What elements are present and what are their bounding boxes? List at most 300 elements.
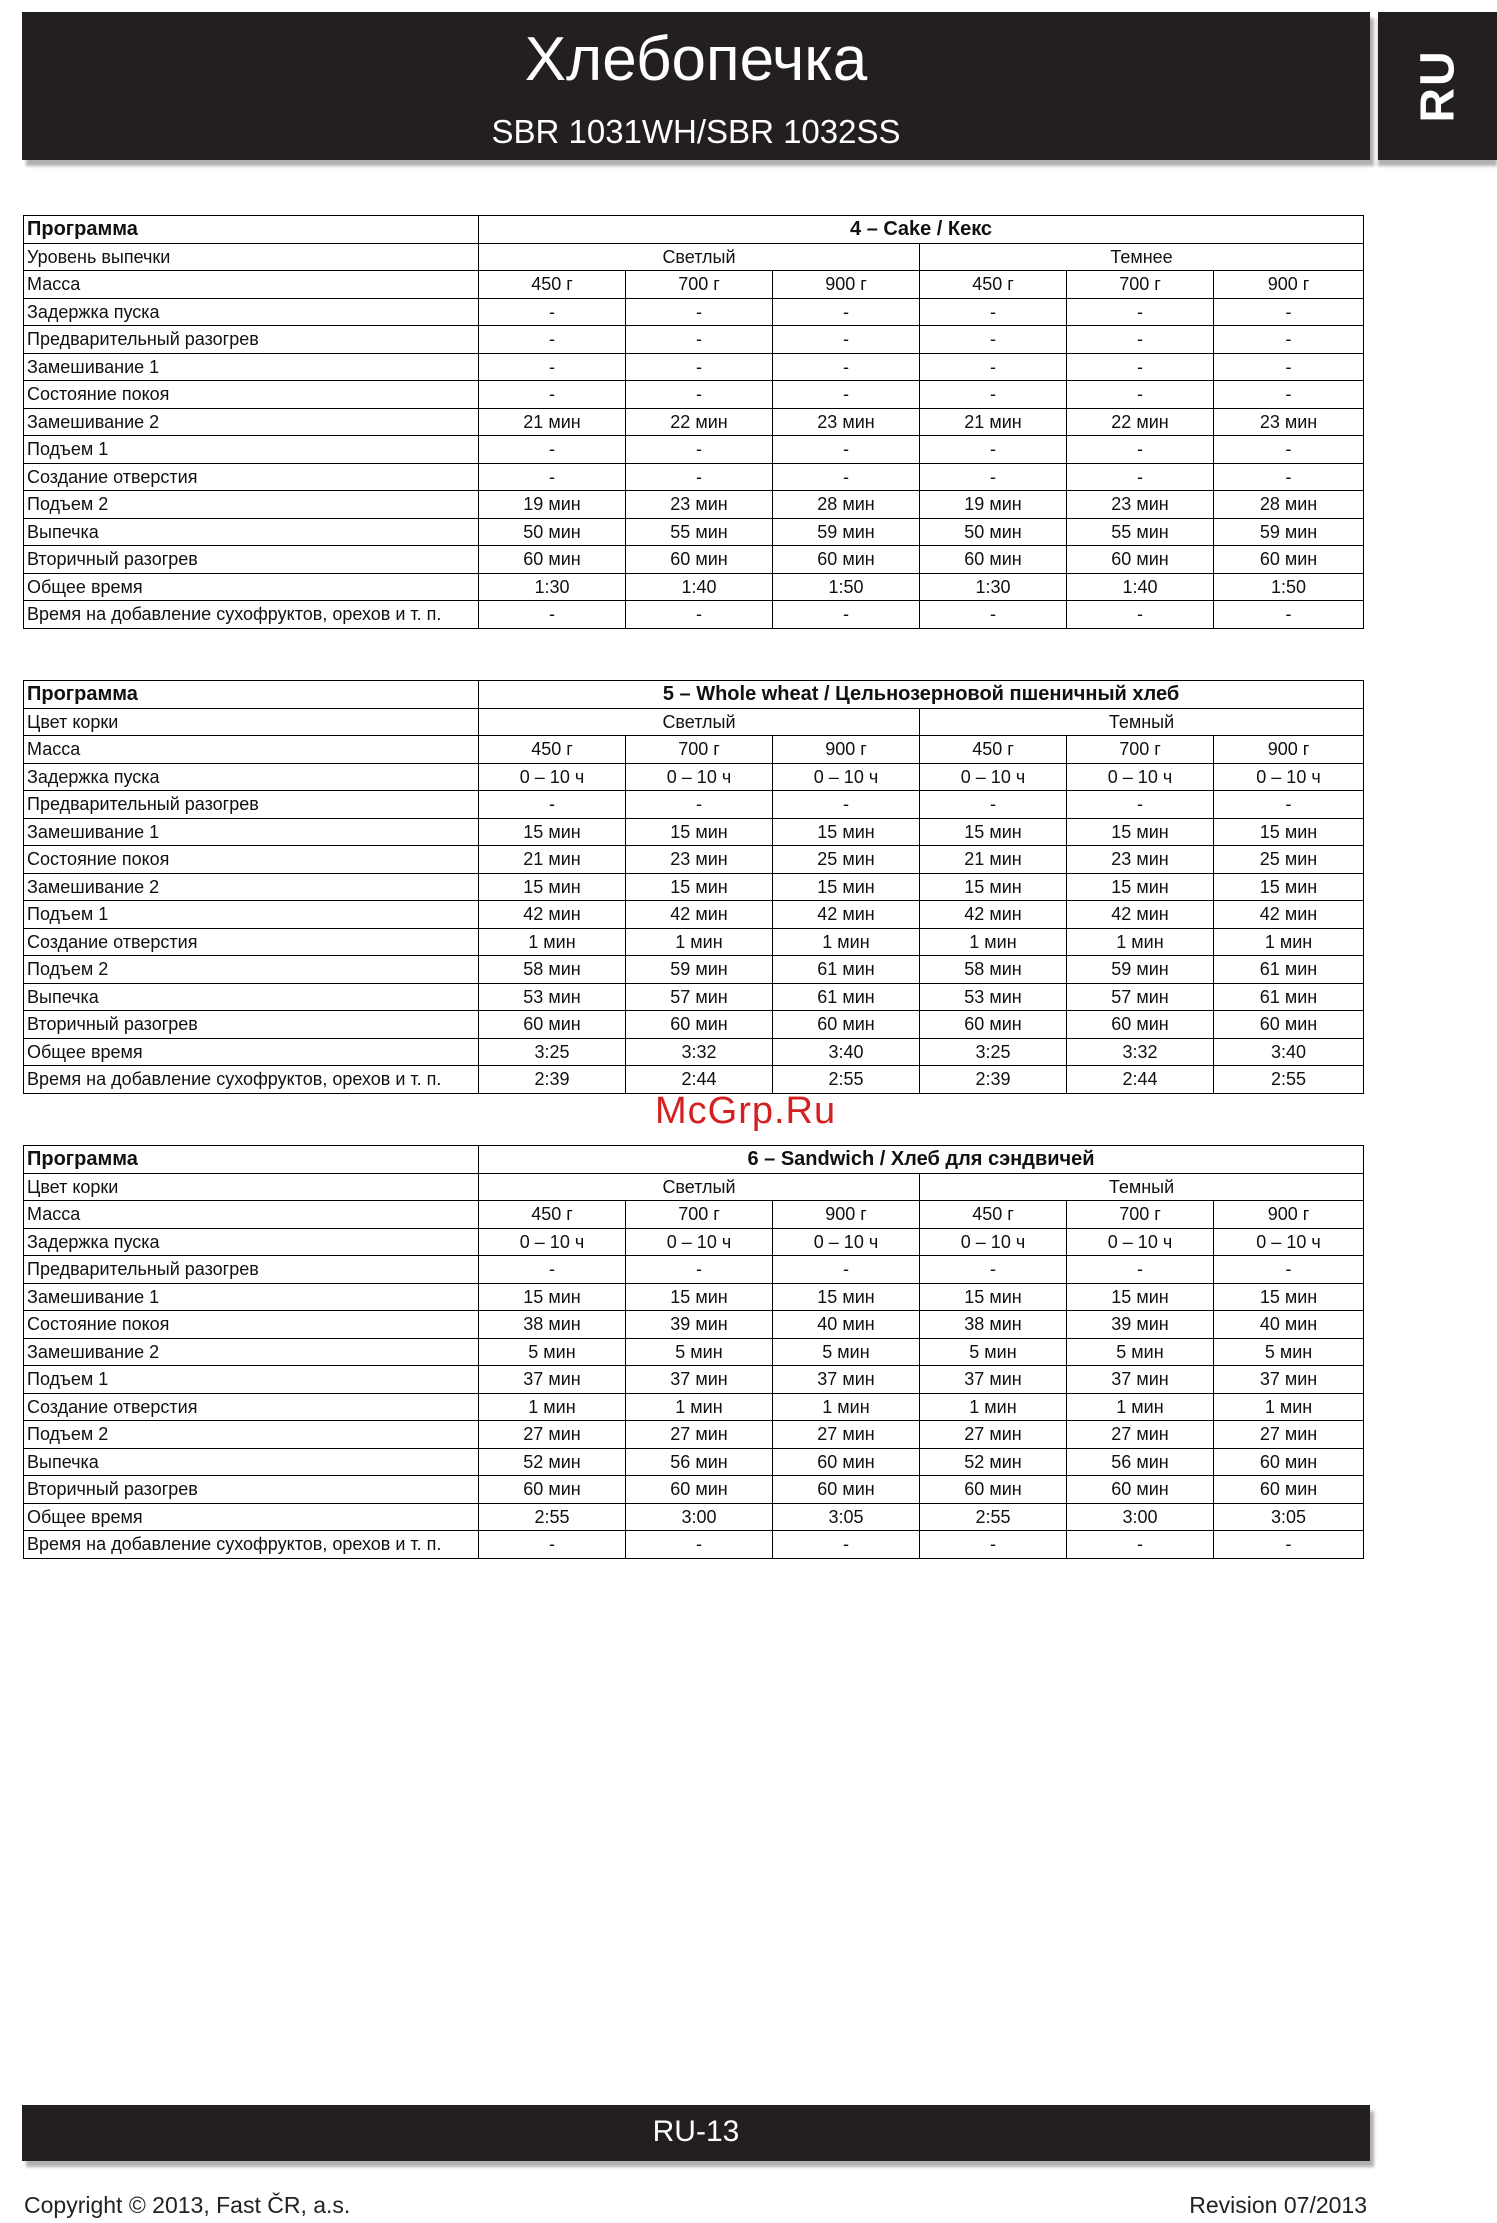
table-row bbox=[24, 846, 1364, 874]
cell-value: 15 мин bbox=[920, 1283, 1067, 1311]
cell-value: - bbox=[626, 1256, 773, 1284]
mass-value: 900 г bbox=[773, 271, 920, 299]
row-label: Выпечка bbox=[24, 518, 479, 546]
mass-value: 900 г bbox=[1214, 271, 1364, 299]
cell-value: - bbox=[1067, 601, 1214, 629]
cell-value: 5 мин bbox=[920, 1338, 1067, 1366]
row-label: Вторичный разогрев bbox=[24, 1011, 479, 1039]
table-row bbox=[24, 1448, 1364, 1476]
cell-value: 15 мин bbox=[1067, 818, 1214, 846]
program-name: 4 – Cake / Кекс bbox=[479, 216, 1364, 244]
table-row bbox=[24, 381, 1364, 409]
table-row bbox=[24, 956, 1364, 984]
cell-value: - bbox=[773, 436, 920, 464]
row-label: Подъем 2 bbox=[24, 1421, 479, 1449]
cell-value: 3:00 bbox=[626, 1503, 773, 1531]
cell-value: - bbox=[773, 353, 920, 381]
cell-value: 21 мин bbox=[920, 408, 1067, 436]
cell-value: 2:55 bbox=[1214, 1066, 1364, 1094]
cell-value: 60 мин bbox=[626, 1011, 773, 1039]
cell-value: 27 мин bbox=[626, 1421, 773, 1449]
cell-value: 53 мин bbox=[479, 983, 626, 1011]
cell-value: 55 мин bbox=[1067, 518, 1214, 546]
cell-value: 1 мин bbox=[920, 1393, 1067, 1421]
cell-value: - bbox=[773, 298, 920, 326]
cell-value: 60 мин bbox=[1214, 1476, 1364, 1504]
cell-value: 15 мин bbox=[920, 818, 1067, 846]
cell-value: - bbox=[626, 298, 773, 326]
table-row bbox=[24, 1338, 1364, 1366]
cell-value: 40 мин bbox=[773, 1311, 920, 1339]
cell-value: 59 мин bbox=[626, 956, 773, 984]
row-label: Предварительный разогрев bbox=[24, 326, 479, 354]
cell-value: - bbox=[479, 1531, 626, 1559]
row-label: Выпечка bbox=[24, 983, 479, 1011]
cell-value: 25 мин bbox=[773, 846, 920, 874]
cell-value: 1 мин bbox=[479, 1393, 626, 1421]
mass-value: 700 г bbox=[626, 736, 773, 764]
revision-text: Revision 07/2013 bbox=[1189, 2192, 1367, 2218]
table-row bbox=[24, 983, 1364, 1011]
table-row bbox=[24, 1476, 1364, 1504]
cell-value: - bbox=[1214, 353, 1364, 381]
mass-value: 450 г bbox=[920, 736, 1067, 764]
cell-value: - bbox=[626, 436, 773, 464]
cell-value: 59 мин bbox=[1214, 518, 1364, 546]
program-table bbox=[23, 215, 1364, 629]
program-label: Программа bbox=[24, 681, 479, 709]
level-dark: Темнее bbox=[920, 243, 1364, 271]
cell-value: 3:32 bbox=[626, 1038, 773, 1066]
cell-value: 37 мин bbox=[1214, 1366, 1364, 1394]
table-row bbox=[24, 1531, 1364, 1559]
model-subtitle: SBR 1031WH/SBR 1032SS bbox=[491, 113, 901, 150]
table-row bbox=[24, 1228, 1364, 1256]
cell-value: - bbox=[1214, 1531, 1364, 1559]
cell-value: - bbox=[1067, 463, 1214, 491]
mass-value: 900 г bbox=[1214, 736, 1364, 764]
cell-value: 2:55 bbox=[773, 1066, 920, 1094]
cell-value: - bbox=[626, 381, 773, 409]
cell-value: 23 мин bbox=[1214, 408, 1364, 436]
row-label: Задержка пуска bbox=[24, 1228, 479, 1256]
cell-value: 2:39 bbox=[479, 1066, 626, 1094]
cell-value: - bbox=[773, 326, 920, 354]
row-label: Вторичный разогрев bbox=[24, 546, 479, 574]
cell-value: - bbox=[1214, 463, 1364, 491]
row-label: Замешивание 2 bbox=[24, 408, 479, 436]
cell-value: 1 мин bbox=[626, 1393, 773, 1421]
cell-value: 57 мин bbox=[1067, 983, 1214, 1011]
row-label: Состояние покоя bbox=[24, 1311, 479, 1339]
table-row bbox=[24, 1503, 1364, 1531]
table-row bbox=[24, 791, 1364, 819]
cell-value: 27 мин bbox=[1214, 1421, 1364, 1449]
cell-value: 55 мин bbox=[626, 518, 773, 546]
table-row bbox=[24, 901, 1364, 929]
cell-value: 0 – 10 ч bbox=[479, 763, 626, 791]
cell-value: - bbox=[773, 1531, 920, 1559]
cell-value: - bbox=[1214, 1256, 1364, 1284]
cell-value: - bbox=[479, 326, 626, 354]
cell-value: 0 – 10 ч bbox=[479, 1228, 626, 1256]
level-dark: Темный bbox=[920, 708, 1364, 736]
cell-value: 21 мин bbox=[479, 846, 626, 874]
table-row bbox=[24, 491, 1364, 519]
cell-value: 0 – 10 ч bbox=[626, 763, 773, 791]
cell-value: 23 мин bbox=[626, 846, 773, 874]
cell-value: 27 мин bbox=[920, 1421, 1067, 1449]
cell-value: - bbox=[626, 601, 773, 629]
cell-value: 3:05 bbox=[1214, 1503, 1364, 1531]
level-label: Цвет корки bbox=[24, 708, 479, 736]
cell-value: 61 мин bbox=[773, 983, 920, 1011]
row-label: Время на добавление сухофруктов, орехов и т. п. bbox=[24, 1531, 479, 1559]
mass-value: 700 г bbox=[1067, 1201, 1214, 1229]
table-row bbox=[24, 546, 1364, 574]
cell-value: 22 мин bbox=[626, 408, 773, 436]
row-label: Замешивание 1 bbox=[24, 818, 479, 846]
cell-value: - bbox=[773, 381, 920, 409]
table-row bbox=[24, 1173, 1364, 1201]
cell-value: 5 мин bbox=[1067, 1338, 1214, 1366]
mass-value: 700 г bbox=[626, 271, 773, 299]
table-row bbox=[24, 1011, 1364, 1039]
cell-value: 50 мин bbox=[479, 518, 626, 546]
cell-value: - bbox=[773, 791, 920, 819]
cell-value: 39 мин bbox=[1067, 1311, 1214, 1339]
cell-value: 60 мин bbox=[773, 1476, 920, 1504]
cell-value: 53 мин bbox=[920, 983, 1067, 1011]
row-label: Вторичный разогрев bbox=[24, 1476, 479, 1504]
cell-value: 15 мин bbox=[479, 818, 626, 846]
cell-value: - bbox=[1214, 326, 1364, 354]
cell-value: 1:30 bbox=[920, 573, 1067, 601]
cell-value: 1 мин bbox=[920, 928, 1067, 956]
table-row bbox=[24, 1066, 1364, 1094]
cell-value: 1:50 bbox=[1214, 573, 1364, 601]
cell-value: 50 мин bbox=[920, 518, 1067, 546]
cell-value: - bbox=[1067, 353, 1214, 381]
table-row bbox=[24, 1283, 1364, 1311]
program-table bbox=[23, 1145, 1364, 1559]
row-label: Задержка пуска bbox=[24, 763, 479, 791]
cell-value: 42 мин bbox=[479, 901, 626, 929]
cell-value: 15 мин bbox=[479, 873, 626, 901]
cell-value: 3:25 bbox=[920, 1038, 1067, 1066]
cell-value: 39 мин bbox=[626, 1311, 773, 1339]
cell-value: 21 мин bbox=[479, 408, 626, 436]
cell-value: 57 мин bbox=[626, 983, 773, 1011]
cell-value: 1:40 bbox=[1067, 573, 1214, 601]
mass-value: 900 г bbox=[773, 736, 920, 764]
mass-value: 450 г bbox=[479, 271, 626, 299]
table-row bbox=[24, 1366, 1364, 1394]
cell-value: 60 мин bbox=[920, 546, 1067, 574]
table-header-row bbox=[24, 1146, 1364, 1174]
row-label: Общее время bbox=[24, 1503, 479, 1531]
cell-value: - bbox=[626, 326, 773, 354]
cell-value: 15 мин bbox=[1214, 1283, 1364, 1311]
table-row bbox=[24, 326, 1364, 354]
cell-value: - bbox=[479, 381, 626, 409]
table-row bbox=[24, 1393, 1364, 1421]
cell-value: 27 мин bbox=[1067, 1421, 1214, 1449]
cell-value: - bbox=[1067, 298, 1214, 326]
cell-value: - bbox=[479, 791, 626, 819]
cell-value: 5 мин bbox=[773, 1338, 920, 1366]
program-label: Программа bbox=[24, 1146, 479, 1174]
cell-value: 0 – 10 ч bbox=[1067, 1228, 1214, 1256]
cell-value: 61 мин bbox=[773, 956, 920, 984]
cell-value: 19 мин bbox=[479, 491, 626, 519]
page-title: Хлебопечка bbox=[524, 25, 868, 94]
cell-value: 15 мин bbox=[920, 873, 1067, 901]
cell-value: 3:40 bbox=[773, 1038, 920, 1066]
cell-value: 1 мин bbox=[626, 928, 773, 956]
cell-value: - bbox=[626, 791, 773, 819]
cell-value: 42 мин bbox=[1214, 901, 1364, 929]
row-label: Создание отверстия bbox=[24, 1393, 479, 1421]
language-tab bbox=[1378, 12, 1497, 160]
table-row bbox=[24, 436, 1364, 464]
cell-value: 15 мин bbox=[626, 1283, 773, 1311]
row-label: Время на добавление сухофруктов, орехов и т. п. bbox=[24, 1066, 479, 1094]
cell-value: 0 – 10 ч bbox=[773, 1228, 920, 1256]
row-label: Время на добавление сухофруктов, орехов и т. п. bbox=[24, 601, 479, 629]
table-row bbox=[24, 873, 1364, 901]
cell-value: - bbox=[479, 601, 626, 629]
cell-value: 3:40 bbox=[1214, 1038, 1364, 1066]
cell-value: 60 мин bbox=[1214, 1448, 1364, 1476]
cell-value: 1 мин bbox=[479, 928, 626, 956]
watermark: McGrp.Ru bbox=[655, 1090, 837, 1132]
table-row bbox=[24, 818, 1364, 846]
cell-value: - bbox=[920, 791, 1067, 819]
row-label: Подъем 1 bbox=[24, 901, 479, 929]
cell-value: 1 мин bbox=[1214, 928, 1364, 956]
mass-value: 450 г bbox=[479, 736, 626, 764]
mass-value: 700 г bbox=[1067, 736, 1214, 764]
cell-value: 15 мин bbox=[1214, 818, 1364, 846]
table-row bbox=[24, 708, 1364, 736]
cell-value: - bbox=[920, 601, 1067, 629]
cell-value: 60 мин bbox=[1067, 1011, 1214, 1039]
level-dark: Темный bbox=[920, 1173, 1364, 1201]
cell-value: 56 мин bbox=[626, 1448, 773, 1476]
cell-value: 0 – 10 ч bbox=[920, 1228, 1067, 1256]
cell-value: - bbox=[920, 436, 1067, 464]
cell-value: 19 мин bbox=[920, 491, 1067, 519]
cell-value: - bbox=[1067, 1256, 1214, 1284]
cell-value: 37 мин bbox=[626, 1366, 773, 1394]
cell-value: 15 мин bbox=[773, 873, 920, 901]
cell-value: 42 мин bbox=[1067, 901, 1214, 929]
cell-value: 2:55 bbox=[920, 1503, 1067, 1531]
cell-value: 60 мин bbox=[1214, 546, 1364, 574]
page-header bbox=[22, 12, 1370, 160]
cell-value: - bbox=[920, 298, 1067, 326]
cell-value: 27 мин bbox=[479, 1421, 626, 1449]
cell-value: - bbox=[1067, 791, 1214, 819]
cell-value: 42 мин bbox=[920, 901, 1067, 929]
row-label: Замешивание 1 bbox=[24, 1283, 479, 1311]
cell-value: 38 мин bbox=[479, 1311, 626, 1339]
row-label: Подъем 2 bbox=[24, 491, 479, 519]
cell-value: 15 мин bbox=[773, 1283, 920, 1311]
table-row bbox=[24, 736, 1364, 764]
cell-value: - bbox=[773, 1256, 920, 1284]
mass-label: Масса bbox=[24, 736, 479, 764]
level-label: Уровень выпечки bbox=[24, 243, 479, 271]
cell-value: 58 мин bbox=[920, 956, 1067, 984]
cell-value: - bbox=[479, 353, 626, 381]
cell-value: - bbox=[479, 298, 626, 326]
cell-value: 1 мин bbox=[1067, 928, 1214, 956]
mass-value: 450 г bbox=[920, 1201, 1067, 1229]
cell-value: - bbox=[1067, 381, 1214, 409]
cell-value: 23 мин bbox=[626, 491, 773, 519]
cell-value: - bbox=[773, 601, 920, 629]
footer-bar bbox=[22, 2105, 1370, 2161]
cell-value: 60 мин bbox=[773, 546, 920, 574]
row-label: Состояние покоя bbox=[24, 846, 479, 874]
cell-value: - bbox=[1214, 298, 1364, 326]
cell-value: - bbox=[1214, 791, 1364, 819]
row-label: Замешивание 2 bbox=[24, 873, 479, 901]
copyright-text: Copyright © 2013, Fast ČR, a.s. bbox=[24, 2192, 351, 2218]
row-label: Подъем 1 bbox=[24, 436, 479, 464]
cell-value: 2:44 bbox=[1067, 1066, 1214, 1094]
mass-value: 700 г bbox=[1067, 271, 1214, 299]
level-light: Светлый bbox=[479, 1173, 920, 1201]
cell-value: 1:30 bbox=[479, 573, 626, 601]
cell-value: 25 мин bbox=[1214, 846, 1364, 874]
row-label: Создание отверстия bbox=[24, 463, 479, 491]
cell-value: 60 мин bbox=[479, 1476, 626, 1504]
cell-value: 1 мин bbox=[773, 928, 920, 956]
cell-value: 2:44 bbox=[626, 1066, 773, 1094]
cell-value: - bbox=[626, 463, 773, 491]
mass-label: Масса bbox=[24, 271, 479, 299]
program-name: 5 – Whole wheat / Цельнозерновой пшеничный хлеб bbox=[479, 681, 1364, 709]
mass-value: 700 г bbox=[626, 1201, 773, 1229]
row-label: Подъем 1 bbox=[24, 1366, 479, 1394]
mass-value: 450 г bbox=[920, 271, 1067, 299]
table-row bbox=[24, 271, 1364, 299]
table-row bbox=[24, 298, 1364, 326]
table-row bbox=[24, 243, 1364, 271]
cell-value: 28 мин bbox=[773, 491, 920, 519]
cell-value: 23 мин bbox=[773, 408, 920, 436]
cell-value: - bbox=[1067, 326, 1214, 354]
cell-value: 52 мин bbox=[479, 1448, 626, 1476]
mass-label: Масса bbox=[24, 1201, 479, 1229]
level-light: Светлый bbox=[479, 708, 920, 736]
program-label: Программа bbox=[24, 216, 479, 244]
cell-value: 37 мин bbox=[1067, 1366, 1214, 1394]
row-label: Замешивание 1 bbox=[24, 353, 479, 381]
cell-value: 60 мин bbox=[920, 1011, 1067, 1039]
cell-value: 5 мин bbox=[1214, 1338, 1364, 1366]
cell-value: 40 мин bbox=[1214, 1311, 1364, 1339]
row-label: Общее время bbox=[24, 1038, 479, 1066]
table-row bbox=[24, 1421, 1364, 1449]
cell-value: 59 мин bbox=[1067, 956, 1214, 984]
cell-value: 1 мин bbox=[773, 1393, 920, 1421]
row-label: Состояние покоя bbox=[24, 381, 479, 409]
cell-value: 3:32 bbox=[1067, 1038, 1214, 1066]
cell-value: 37 мин bbox=[479, 1366, 626, 1394]
row-label: Предварительный разогрев bbox=[24, 1256, 479, 1284]
cell-value: - bbox=[479, 1256, 626, 1284]
cell-value: 3:00 bbox=[1067, 1503, 1214, 1531]
cell-value: - bbox=[1214, 436, 1364, 464]
table-row bbox=[24, 1038, 1364, 1066]
cell-value: 0 – 10 ч bbox=[920, 763, 1067, 791]
cell-value: - bbox=[479, 436, 626, 464]
cell-value: 15 мин bbox=[773, 818, 920, 846]
table-row bbox=[24, 353, 1364, 381]
cell-value: 1:40 bbox=[626, 573, 773, 601]
cell-value: 42 мин bbox=[626, 901, 773, 929]
cell-value: - bbox=[920, 326, 1067, 354]
row-label: Подъем 2 bbox=[24, 956, 479, 984]
cell-value: 60 мин bbox=[1214, 1011, 1364, 1039]
table-row bbox=[24, 518, 1364, 546]
cell-value: 38 мин bbox=[920, 1311, 1067, 1339]
table-row bbox=[24, 601, 1364, 629]
table-row bbox=[24, 1256, 1364, 1284]
cell-value: - bbox=[920, 1256, 1067, 1284]
cell-value: 61 мин bbox=[1214, 956, 1364, 984]
cell-value: 0 – 10 ч bbox=[773, 763, 920, 791]
row-label: Задержка пуска bbox=[24, 298, 479, 326]
cell-value: 0 – 10 ч bbox=[1214, 1228, 1364, 1256]
program-name: 6 – Sandwich / Хлеб для сэндвичей bbox=[479, 1146, 1364, 1174]
page-number: RU-13 bbox=[652, 2115, 740, 2148]
cell-value: - bbox=[626, 353, 773, 381]
table-row bbox=[24, 573, 1364, 601]
cell-value: 22 мин bbox=[1067, 408, 1214, 436]
cell-value: 1:50 bbox=[773, 573, 920, 601]
cell-value: - bbox=[1214, 601, 1364, 629]
row-label: Общее время bbox=[24, 573, 479, 601]
cell-value: 15 мин bbox=[479, 1283, 626, 1311]
cell-value: 15 мин bbox=[626, 818, 773, 846]
cell-value: 42 мин bbox=[773, 901, 920, 929]
row-label: Выпечка bbox=[24, 1448, 479, 1476]
table-row bbox=[24, 408, 1364, 436]
cell-value: - bbox=[1067, 436, 1214, 464]
language-label: RU bbox=[1411, 49, 1464, 123]
cell-value: 5 мин bbox=[626, 1338, 773, 1366]
cell-value: 60 мин bbox=[479, 546, 626, 574]
cell-value: 15 мин bbox=[626, 873, 773, 901]
cell-value: - bbox=[479, 463, 626, 491]
cell-value: - bbox=[920, 1531, 1067, 1559]
level-light: Светлый bbox=[479, 243, 920, 271]
cell-value: 5 мин bbox=[479, 1338, 626, 1366]
cell-value: 2:39 bbox=[920, 1066, 1067, 1094]
level-label: Цвет корки bbox=[24, 1173, 479, 1201]
cell-value: 27 мин bbox=[773, 1421, 920, 1449]
cell-value: 2:55 bbox=[479, 1503, 626, 1531]
cell-value: 0 – 10 ч bbox=[1214, 763, 1364, 791]
cell-value: 21 мин bbox=[920, 846, 1067, 874]
cell-value: 52 мин bbox=[920, 1448, 1067, 1476]
cell-value: 60 мин bbox=[1067, 1476, 1214, 1504]
